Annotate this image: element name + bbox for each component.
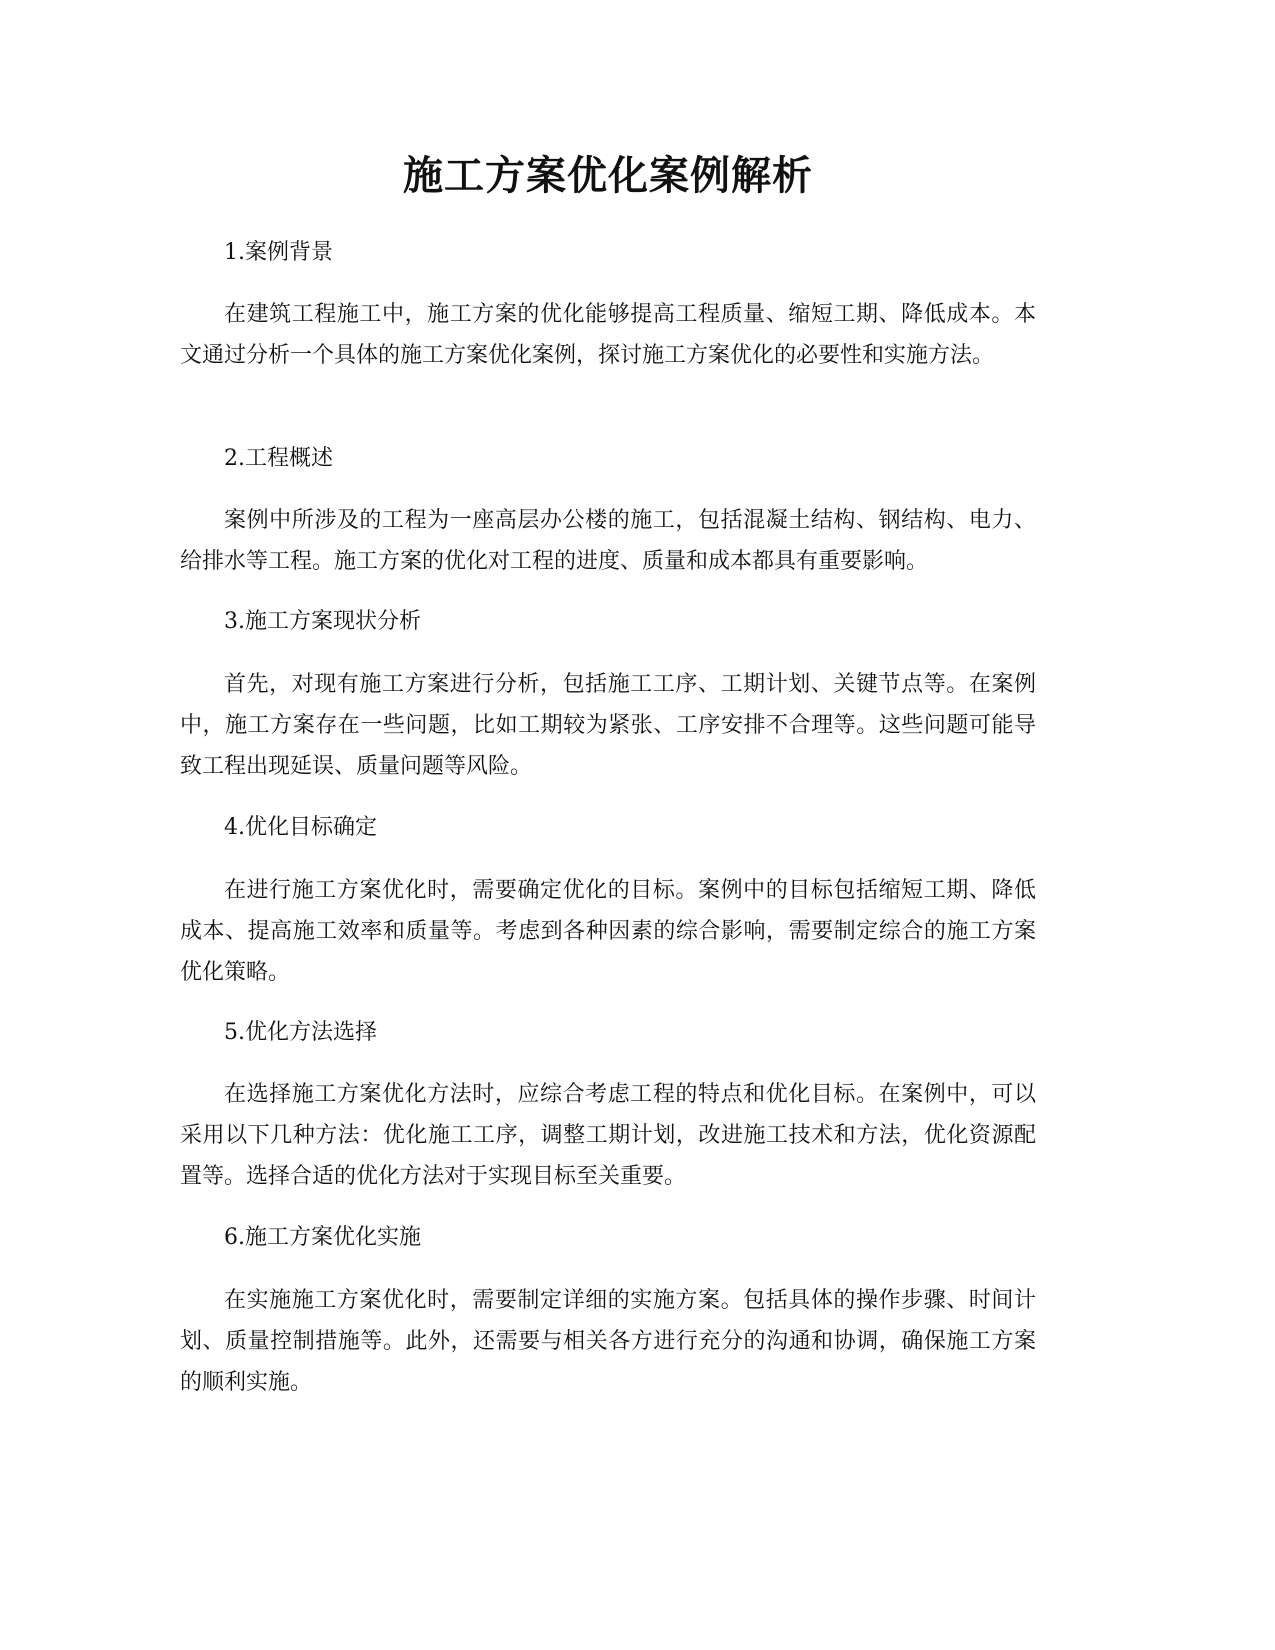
section-heading-2: 2.工程概述 [224, 446, 333, 471]
section-body-3: 首先，对现有施工方案进行分析，包括施工工序、工期计划、关键节点等。在案例中，施工方案存在一些问题，比如工期较为紧张、工序安排不合理等。这些问题可能导致工程出现延误、质量问题等风险。 [180, 672, 1036, 779]
section-body-4: 在进行施工方案优化时，需要确定优化的目标。案例中的目标包括缩短工期、降低成本、提高施工效率和质量等。考虑到各种因素的综合影响，需要制定综合的施工方案优化策略。 [180, 878, 1036, 985]
section-body-5: 在选择施工方案优化方法时，应综合考虑工程的特点和优化目标。在案例中，可以采用以下几种方法：优化施工工序，调整工期计划，改进施工技术和方法，优化资源配置等。选择合适的优化方法对于实现目标至关重要。 [180, 1082, 1036, 1189]
section-body-1: 在建筑工程施工中，施工方案的优化能够提高工程质量、缩短工期、降低成本。本文通过分析一个具体的施工方案优化案例，探讨施工方案优化的必要性和实施方法。 [180, 302, 1036, 368]
section-heading-1: 1.案例背景 [224, 240, 333, 265]
section-heading-6: 6.施工方案优化实施 [224, 1225, 421, 1250]
document-title: 施工方案优化案例解析 [403, 153, 813, 199]
section-body-2: 案例中所涉及的工程为一座高层办公楼的施工，包括混凝土结构、钢结构、电力、给排水等工程。施工方案的优化对工程的进度、质量和成本都具有重要影响。 [180, 508, 1036, 574]
section-body-6: 在实施施工方案优化时，需要制定详细的实施方案。包括具体的操作步骤、时间计划、质量控制措施等。此外，还需要与相关各方进行充分的沟通和协调，确保施工方案的顺利实施。 [180, 1288, 1036, 1395]
section-heading-4: 4.优化目标确定 [224, 815, 377, 840]
section-heading-5: 5.优化方法选择 [224, 1020, 377, 1045]
section-heading-3: 3.施工方案现状分析 [224, 609, 421, 634]
